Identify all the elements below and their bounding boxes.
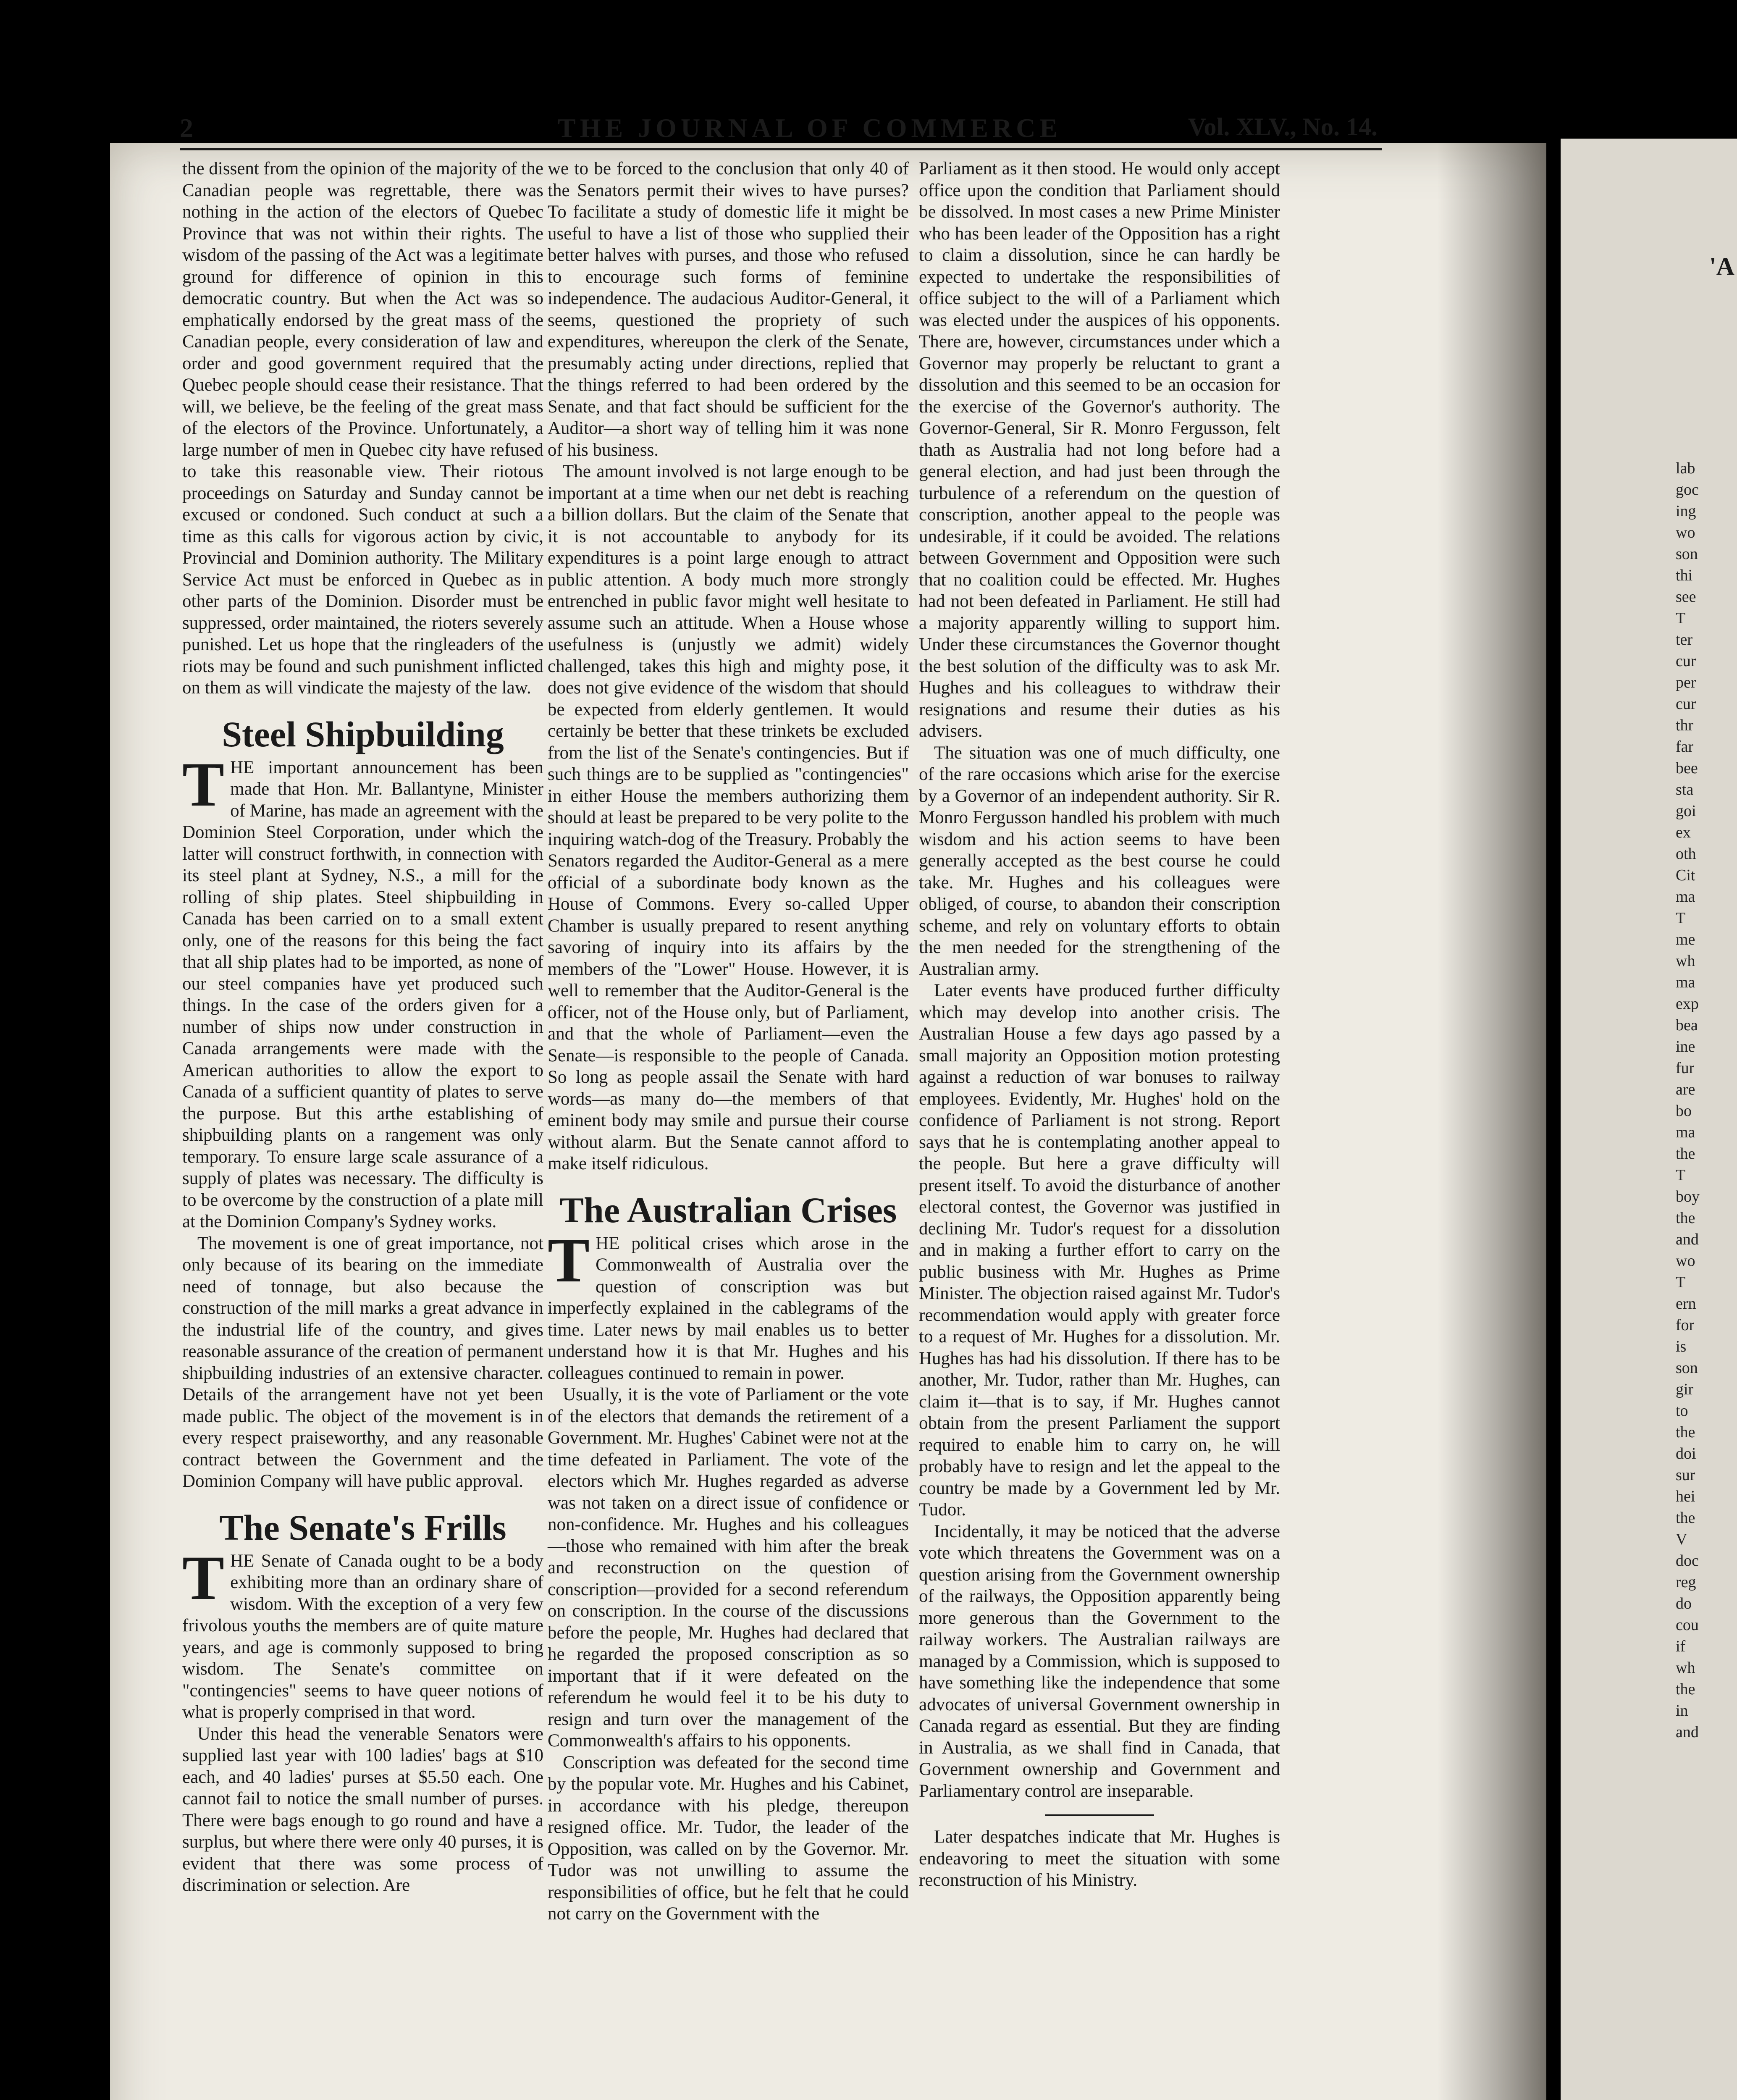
adjacent-line-fragment: doi (1676, 1445, 1696, 1462)
adjacent-line-fragment: per (1676, 674, 1696, 691)
adjacent-line-fragment: the (1676, 1145, 1695, 1163)
adjacent-line-fragment: T (1676, 1166, 1686, 1184)
adjacent-line-fragment: are (1676, 1081, 1695, 1098)
adjacent-line-fragment: ter (1676, 631, 1693, 648)
adjacent-line-fragment: cur (1676, 652, 1696, 670)
senate-frills-paragraph-1: THE Senate of Canada ought to be a body exhibiting more than an ordinary share of wisdom. With the exception of a very few frivolous youths the members are of quite mature years, and age is commonly supposed to bring wisdom. The Senate's committee on "contingencies" seems to have queer notions of what is properly comprised in that word. (182, 1543, 543, 1722)
adjacent-line-fragment: the (1676, 1209, 1695, 1227)
adjacent-line-fragment: reg (1676, 1573, 1696, 1591)
adjacent-line-fragment: son (1676, 545, 1698, 563)
adjacent-line-fragment: far (1676, 738, 1694, 756)
adjacent-line-fragment: goc (1676, 481, 1699, 499)
column-3 (919, 158, 1280, 1891)
australian-crises-paragraph-7: Later despatches indicate that Mr. Hughes is endeavoring to meet the situation with some reconstruction of his Ministry. (919, 1827, 1280, 1890)
adjacent-line-fragment: in (1676, 1702, 1688, 1719)
australian-crises-paragraph-5: Later events have produced further difficulty which may develop into another crisis. The Australian House a few days ago passed by a small majority an Opposition motion protesting against a reduction of war bonuses to railway employees. Evidently, Mr. Hughes' hold on the confidence of Parliament is not strong. Report says that he is contemplating another appeal to the people. But here a grave difficulty will present itself. To avoid the disturbance of another electoral contest, the Governor was justified in declining Mr. Tudor's request for a dissolution and in making a further effort to carry on the public business with Mr. Hughes as Prime Minister. The objection raised against Mr. Tudor's recommendation would apply with greater force to a request of Mr. Hughes for a dissolution. Mr. Hughes has had his dissolution. If there has to be another, Mr. Tudor, rather than Mr. Hughes, can claim it—that is to say, if Mr. Hughes cannot obtain from the present Parliament the support required to enable him to carry on, he will probably have to resign and let the appeal to the country be made by a Government led by Mr. Tudor. (919, 981, 1280, 1520)
steel-shipbuilding-headline: Steel Shipbuilding (222, 714, 504, 754)
adjacent-page-text (1676, 458, 1734, 1743)
adjacent-line-fragment: exp (1676, 995, 1699, 1013)
article-separator (1045, 1814, 1154, 1816)
adjacent-line-fragment: see (1676, 588, 1696, 606)
australian-crises-paragraph-4: The situation was one of much difficulty, one of the rare occasions which arise for the exercise by a Governor of an independent authority. Sir R. Monro Fergusson handled his problem with much wisdom and his action seems to have been generally accepted as the best course he could take. Mr. Hughes and his colleagues were obliged, of course, to abandon their conscription scheme, and rely on voluntary efforts to obtain the men needed for the strengthening of the Australian army. (919, 743, 1280, 979)
adjacent-line-fragment: bo (1676, 1102, 1692, 1120)
australian-crises-headline: The Australian Crises (559, 1189, 897, 1230)
adjacent-line-fragment: bee (1676, 759, 1698, 777)
adjacent-line-fragment: goi (1676, 802, 1696, 820)
adjacent-line-fragment: ma (1676, 974, 1695, 991)
adjacent-line-fragment: oth (1676, 845, 1696, 863)
adjacent-line-fragment: is (1676, 1338, 1687, 1355)
adjacent-line-fragment: and (1676, 1231, 1699, 1248)
adjacent-line-fragment: thi (1676, 567, 1693, 584)
adjacent-line-fragment: ine (1676, 1038, 1695, 1055)
adjacent-line-fragment: sta (1676, 781, 1694, 798)
adjacent-line-fragment: sur (1676, 1466, 1695, 1484)
adjacent-line-fragment: cur (1676, 695, 1696, 713)
adjacent-line-fragment: the (1676, 1509, 1695, 1527)
adjacent-line-fragment: fur (1676, 1059, 1695, 1077)
column-1 (182, 158, 543, 1896)
steel-shipbuilding-paragraph-1: THE important announcement has been made that Hon. Mr. Ballantyne, Minister of Marine, has made an agreement with the Dominion Steel Corporation, under which the latter will construct forthwith, in connection with its steel plant at Sydney, N.S., a mill for the rolling of ship plates. Steel shipbuilding in Canada has been carried on to a small extent only, one of the reasons for this being the fact that all ship plates had to be imported, as none of our steel companies have yet produced such things. In the case of the orders given for a number of ships now under construction in Canada arrangements were made with the American authorities to allow the export to Canada of a sufficient quantity of plates to serve the purpose. But this arthe establishing of shipbuilding plants on a rangement was only temporary. To ensure large scale assurance of a supply of plates was necessary. The difficulty is to be overcome by the construction of a plate mill at the Dominion Company's Sydney works. (182, 749, 543, 1231)
adjacent-line-fragment: for (1676, 1316, 1695, 1334)
senate-frills-headline: The Senate's Frills (219, 1507, 506, 1548)
adjacent-line-fragment: boy (1676, 1188, 1700, 1205)
header-rule (180, 148, 1382, 150)
australian-crises-paragraph-6: Incidentally, it may be noticed that the adverse vote which threatens the Government was on a question arising from the Government ownership of the railways, the Opposition apparently being more generous than the Government to the railway workers. The Australian railways are managed by a Commission, which is supposed to have something like the independence that some advocates of universal Government ownership in Canada regard as essential. But they are finding in Australia, as we shall find in Canada, that Government ownership and Government and Parliamentary control are inseparable. (919, 1521, 1280, 1801)
adjacent-page-header: 'A (1709, 252, 1734, 280)
adjacent-line-fragment: the (1676, 1423, 1695, 1441)
senate-frills-continuation: we to be forced to the conclusion that only 40 of the Senators permit their wives to have purses? To facilitate a study of domestic life it might be useful to have a list of those who supplied their better halves with purses, and those who refused to encourage such forms of feminine independence. The audacious Auditor-General, it seems, questioned the propriety of such expenditures, whereupon the clerk of the Senate, presumably acting under directions, replied that the things referred to had been ordered by the Senate, and that fact should be sufficient for the Auditor—a short way of telling him it was none of his business. (548, 159, 909, 460)
adjacent-line-fragment: wh (1676, 952, 1695, 970)
adjacent-line-fragment: to (1676, 1402, 1688, 1420)
adjacent-line-fragment: doc (1676, 1552, 1699, 1570)
australian-crises-paragraph-2: Usually, it is the vote of Parliament or the vote of the electors that demands the retirement of a Government. Mr. Hughes' Cabinet were not at the time defeated in Parliament. The vote of the electors which Mr. Hughes regarded as adverse was not taken on a direct issue of confidence or non-confidence. Mr. Hughes and his colleagues—those who remained with him after the break and reconstruction on the question of conscription—provided for a second referendum on conscription. In the course of the discussions before the people, Mr. Hughes had declared that he regarded the proposed conscription as so important that if it were defeated on the referendum he would feel it to be his duty to resign and turn over the management of the Commonwealth's affairs to his opponents. (548, 1385, 909, 1751)
adjacent-line-fragment: hei (1676, 1488, 1695, 1505)
australian-crises-continuation: Parliament as it then stood. He would only accept office upon the condition that Parliament should be dissolved. In most cases a new Prime Minister who has been leader of the Opposition has a right to claim a dissolution, since he can hardly be expected to undertake the responsibilities of office subject to the will of a Parliament which was elected under the auspices of his opponents. There are, however, circumstances under which a Governor may properly be reluctant to grant a dissolution and this seemed to be an occasion for the exercise of the Governor's authority. The Governor-General, Sir R. Monro Fergusson, felt thath as Australia had not long before had a general election, and had just been through the turbulence of a referendum on the question of conscription, another appeal to the people was undesirable, if it could be avoided. The relations between Government and Opposition were such that no coalition could be effected. Mr. Hughes had not been defeated in Parliament. He still had a majority apparently willing to support him. Under these circumstances the Governor thought the best solution of the difficulty was to ask Mr. Hughes and his colleagues to withdraw their resignations and resume their duties as his advisers. (919, 159, 1280, 741)
column-2 (548, 158, 909, 1925)
drop-cap: T (182, 1543, 225, 1613)
adjacent-line-fragment: cou (1676, 1616, 1699, 1634)
adjacent-line-fragment: ern (1676, 1295, 1696, 1312)
senate-frills-paragraph-3: The amount involved is not large enough to be important at a time when our net debt is reaching a billion dollars. But the claim of the Senate that it is not accountable to anybody for its expenditures is a point large enough to attract public attention. A body much more strongly entrenched in public favor might well hesitate to assume such an attitude. When a House whose usefulness is (unjustly we admit) widely challenged, takes this high and mighty pose, it does not give evidence of the wisdom that should be expected from elderly gentlemen. It would certainly be better that these trinkets be excluded from the list of the Senate's contingencies. But if such things are to be supplied as "contingencies" in either House the members authorizing them should at least be prepared to be very polite to the inquiring watch-dog of the Treasury. Probably the Senators regarded the Auditor-General as a mere official of a subordinate body known as the House of Commons. Every so-called Upper Chamber is usually prepared to resent anything savoring of inquiry into its affairs by the members of the "Lower" House. However, it is well to remember that the Auditor-General is the officer, not of the House only, but of Parliament, and that the whole of Parliament—even the Senate—is responsible to the people of Canada. So long as people assail the Senate with hard words—as many do—the members of that eminent body may smile and pursue their course without alarm. But the Senate cannot afford to make itself ridiculous. (548, 462, 909, 1173)
steel-shipbuilding-paragraph-2: The movement is one of great importance, not only because of its bearing on the immediate need of tonnage, but also because the construction of the mill marks a great advance in the industrial life of the country, and gives reasonable assurance of the creation of permanent shipbuilding industries of an extensive character. Details of the arrangement have not yet been made public. The object of the movement is in every respect praiseworthy, and any reasonable contract between the Government and the Dominion Company will have public approval. (182, 1233, 543, 1491)
australian-crises-paragraph-1: THE political crises which arose in the Commonwealth of Australia over the question of conscription was but imperfectly explained in the cablegrams of the time. Later news by mail enables us to better understand how it is that Mr. Hughes and his colleagues continued to remain in power. (548, 1225, 909, 1383)
adjacent-line-fragment: gir (1676, 1381, 1694, 1398)
adjacent-line-fragment: ing (1676, 502, 1696, 520)
volume-number: Vol. XLV., No. 14. (1188, 113, 1378, 141)
adjacent-line-fragment: ma (1676, 1124, 1695, 1141)
adjacent-line-fragment: if (1676, 1638, 1686, 1655)
adjacent-line-fragment: T (1676, 1273, 1686, 1291)
drop-cap: T (548, 1225, 590, 1295)
adjacent-line-fragment: wo (1676, 524, 1695, 541)
australian-crises-paragraph-3: Conscription was defeated for the second time by the popular vote. Mr. Hughes and his Cabinet, in accordance with his pledge, thereupon resigned office. Mr. Tudor, the leader of the Opposition, was called on by the Governor. Mr. Tudor was not unwilling to assume the responsibilities of office, but he felt that he could not carry on the Government with the (548, 1752, 909, 1924)
adjacent-line-fragment: and (1676, 1723, 1699, 1741)
adjacent-line-fragment: ex (1676, 824, 1691, 841)
adjacent-line-fragment: son (1676, 1359, 1698, 1377)
adjacent-line-fragment: lab (1676, 459, 1695, 477)
publication-title: THE JOURNAL OF COMMERCE (558, 113, 1062, 143)
adjacent-line-fragment: bea (1676, 1016, 1698, 1034)
adjacent-line-fragment: Cit (1676, 866, 1695, 884)
adjacent-line-fragment: thr (1676, 717, 1694, 734)
adjacent-line-fragment: wo (1676, 1252, 1695, 1270)
drop-cap: T (182, 749, 225, 819)
adjacent-line-fragment: the (1676, 1680, 1695, 1698)
senate-frills-paragraph-2: Under this head the venerable Senators were supplied last year with 100 ladies' bags at $10 each, and 40 ladies' purses at $5.50 each. One cannot fail to notice the small number of purses. There were bags enough to go round and have a surplus, but where there were only 40 purses, it is evident that there was some process of discrimination or selection. Are (182, 1724, 543, 1895)
page-number: 2 (180, 113, 193, 143)
adjacent-line-fragment: T (1676, 609, 1686, 627)
adjacent-line-fragment: me (1676, 931, 1695, 948)
adjacent-line-fragment: wh (1676, 1659, 1695, 1677)
adjacent-line-fragment: V (1676, 1530, 1687, 1548)
adjacent-line-fragment: ma (1676, 888, 1695, 906)
adjacent-line-fragment: T (1676, 909, 1686, 927)
quebec-article-continuation: the dissent from the opinion of the majority of the Canadian people was regrettable, there was nothing in the action of the electors of Quebec Province that was not within their rights. The wisdom of the passing of the Act was a legitimate ground for difference of opinion in this democratic country. But when the Act was so emphatically endorsed by the great mass of the Canadian people, every consideration of law and order and good government required that the Quebec people should cease their resistance. That will, we believe, be the feeling of the great mass of the electors of the Province. Unfortunately, a large number of men in Quebec city have refused to take this reasonable view. Their riotous proceedings on Saturday and Sunday cannot be excused or condoned. Such conduct at such a time as this calls for vigorous action by civic, Provincial and Dominion authority. The Military Service Act must be enforced in Quebec as in other parts of the Dominion. Disorder must be suppressed, order maintained, the rioters severely punished. Let us hope that the ringleaders of the riots may be found and such punishment inflicted on them as will vindicate the majesty of the law. (182, 159, 543, 698)
adjacent-line-fragment: do (1676, 1595, 1692, 1612)
